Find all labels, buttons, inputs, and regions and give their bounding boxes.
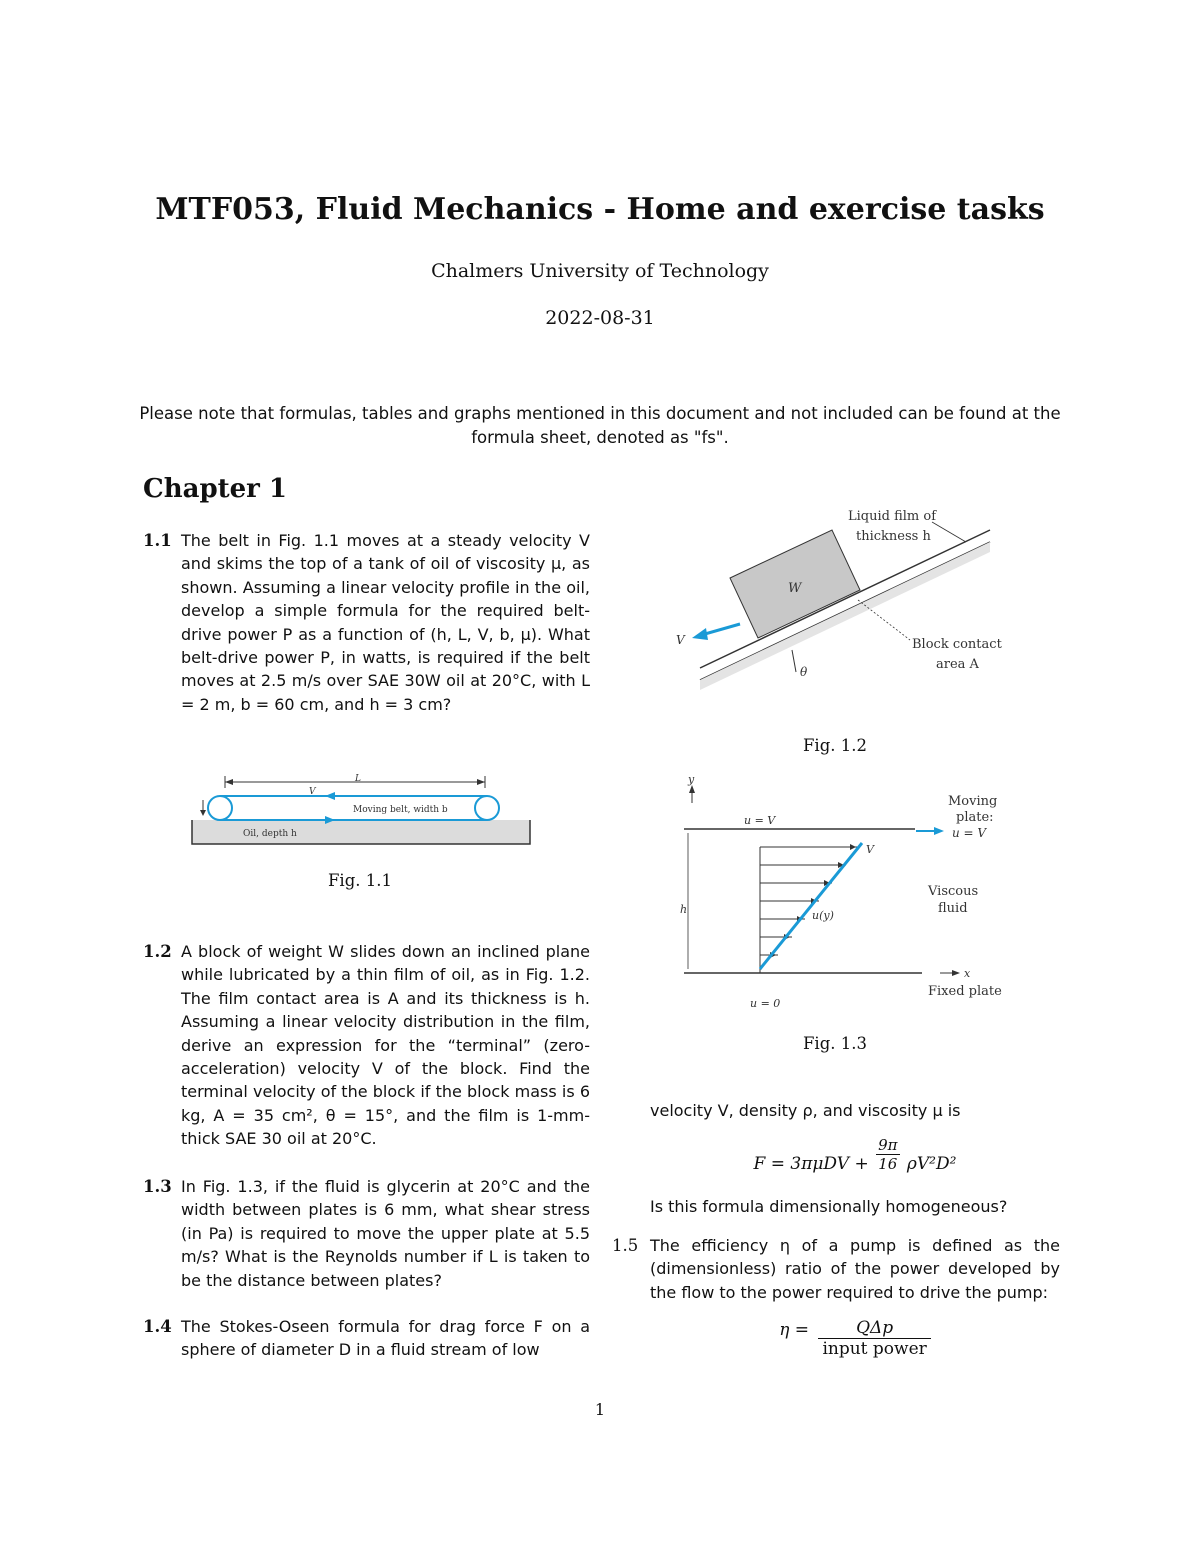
problem-number: 1.3 — [143, 1177, 172, 1196]
problem-text: The Stokes-Oseen formula for drag force F on a sphere of diameter D in a fluid stream of low — [181, 1317, 590, 1360]
fig13-label-y: y — [688, 775, 695, 786]
fig13-label-viscous2: fluid — [938, 901, 968, 916]
fig12-label-film2: thickness h — [856, 529, 931, 544]
figure-1-2 — [670, 500, 1010, 690]
equation-fraction — [876, 1136, 899, 1173]
formula-sheet-note: Please note that formulas, tables and graphs mentioned in this document and not included can be found at the formula sheet, denoted as "fs". — [139, 404, 1061, 447]
fig13-label-moving3: u = V — [952, 826, 987, 840]
fig13-label-moving: Moving — [948, 794, 998, 809]
figure-1-2-caption: Fig. 1.2 — [802, 736, 868, 755]
figure-1-1-caption: Fig. 1.1 — [327, 871, 393, 890]
fig11-label-oil: Oil, depth h — [243, 829, 297, 839]
problem-1-4-continued: velocity V, density ρ, and viscosity μ is — [650, 1101, 961, 1120]
fig13-label-V: V — [866, 843, 874, 856]
problem-number: 1.2 — [143, 942, 172, 961]
fig13-label-viscous: Viscous — [928, 884, 979, 899]
problem-text: The efficiency η of a pump is defined as the (dimensionless) ratio of the power developed by the flow to the power required to drive the pump: — [650, 1236, 1060, 1302]
problem-number: 1.5 — [612, 1236, 639, 1255]
fig12-label-theta: θ — [800, 665, 808, 679]
fig13-label-h: h — [680, 903, 688, 916]
problem-1-4-question: Is this formula dimensionally homogeneous? — [650, 1197, 1008, 1216]
chapter-heading: Chapter 1 — [143, 474, 288, 504]
stokes-oseen-equation — [650, 1136, 1060, 1180]
problem-text: The belt in Fig. 1.1 moves at a steady velocity V and skims the top of a tank of oil of viscosity μ, as shown. Assuming a linear velocity profile in the oil, develop a simple formula for the required belt-drive power P as a function of (h, L, V, b, μ). What belt-drive power P, in watts, is required if the belt moves at 2.5 m/s over SAE 30W oil at 20°C, with L = 2 m, b = 60 cm, and h = 3 cm? — [181, 531, 590, 714]
fraction-denominator: input power — [822, 1339, 927, 1359]
pump-efficiency-equation — [650, 1318, 1060, 1359]
equation-rhs: ρV²D² — [906, 1154, 957, 1174]
equation-lhs: F = 3πμDV + — [753, 1154, 869, 1174]
figure-1-3-caption: Fig. 1.3 — [802, 1034, 868, 1053]
fig12-label-contact: Block contact — [912, 637, 1002, 652]
fraction-denominator: 16 — [878, 1155, 898, 1173]
fig11-label-L: L — [355, 774, 361, 784]
fig13-label-uV: u = V — [744, 814, 776, 827]
problem-text: In Fig. 1.3, if the fluid is glycerin at 20°C and the width between plates is 6 mm, what shear stress (in Pa) is required to move the upper plate at 5.5 m/s? What is the Reynolds number if L is taken to be the distance between plates? — [181, 1177, 590, 1290]
page-number: 1 — [594, 1400, 606, 1419]
fig11-label-belt: Moving belt, width b — [353, 805, 448, 815]
fig13-label-x: x — [964, 967, 971, 980]
fig13-label-uy: u(y) — [812, 909, 834, 922]
fig12-label-V: V — [676, 633, 685, 647]
fig13-label-moving2: plate: — [956, 810, 994, 825]
document-title: MTF053, Fluid Mechanics - Home and exercise tasks — [155, 192, 1045, 227]
fig12-label-W: W — [788, 581, 802, 596]
author-line: Chalmers University of Technology — [431, 260, 769, 282]
fig11-label-V: V — [309, 787, 316, 797]
fraction-numerator: 9π — [878, 1136, 898, 1154]
date-line: 2022-08-31 — [545, 307, 655, 329]
fig12-label-film: Liquid film of — [848, 509, 937, 524]
figure-1-1 — [185, 772, 535, 852]
fraction-numerator: QΔp — [818, 1318, 930, 1339]
fig13-label-u0: u = 0 — [750, 997, 781, 1010]
figure-1-3 — [670, 775, 1010, 1015]
equation-fraction — [818, 1318, 930, 1359]
fig12-label-contact2: area A — [936, 657, 979, 672]
problem-text: A block of weight W slides down an inclined plane while lubricated by a thin film of oil, as in Fig. 1.2. The film contact area is A and its thickness is h. Assuming a linear velocity distribution in the film, derive an expression for the “terminal” (zero-acceleration) velocity V of the block. Find the terminal velocity of the block if the block mass is 6 kg, A = 35 cm², θ = 15°, and the film is 1-mm-thick SAE 30 oil at 20°C. — [181, 942, 590, 1149]
problem-number: 1.4 — [143, 1317, 172, 1336]
problem-number: 1.1 — [143, 531, 172, 550]
equation-lhs: η = — [779, 1320, 810, 1340]
fig13-label-fixed: Fixed plate — [928, 984, 1002, 999]
